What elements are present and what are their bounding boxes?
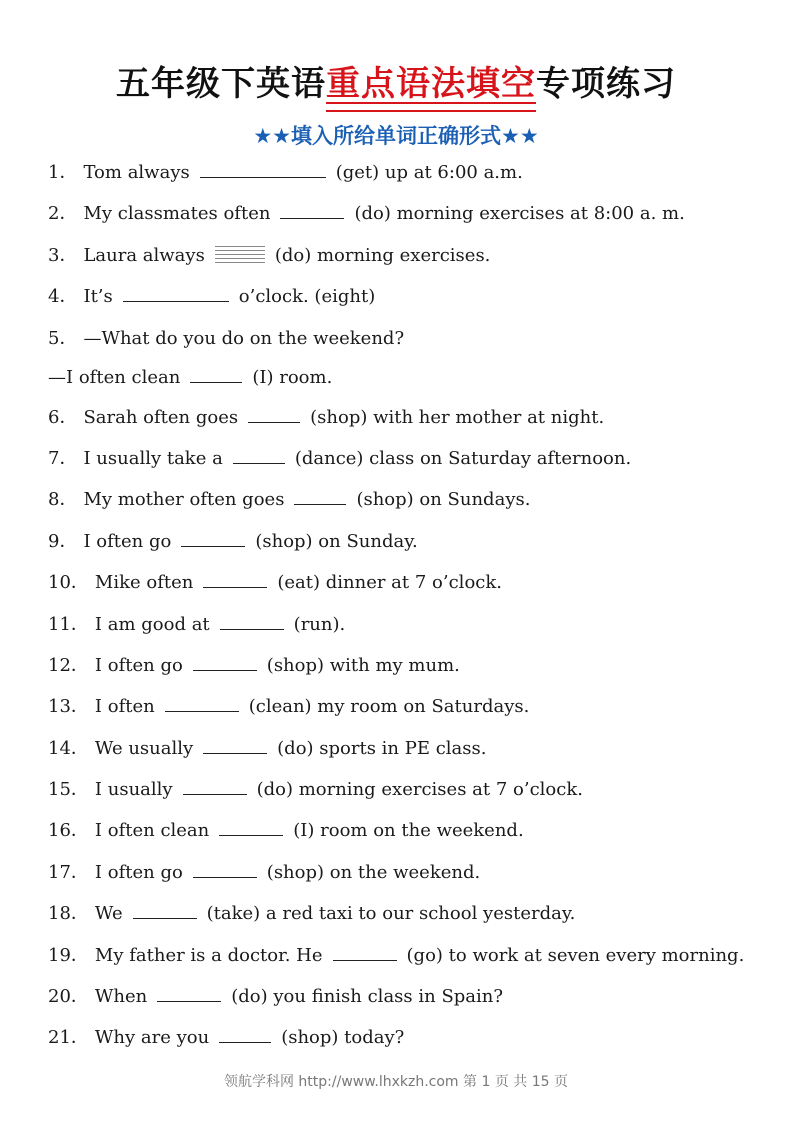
answer-blank[interactable] — [219, 1024, 271, 1043]
question-text-before: Laura always — [83, 244, 205, 266]
question-number: 4． — [48, 286, 78, 308]
question-text-after: (take) a red taxi to our school yesterday. — [206, 903, 576, 925]
question-number: 2． — [48, 203, 78, 225]
answer-blank[interactable] — [203, 735, 267, 754]
answer-blank[interactable] — [133, 900, 197, 919]
question-number: 6． — [48, 406, 78, 428]
question-text-before: I am good at — [94, 613, 210, 635]
question-text-after: (do) morning exercises at 7 o’clock. — [256, 779, 583, 801]
question-text-before: Sarah often goes — [83, 406, 239, 428]
answer-blank[interactable] — [200, 159, 326, 178]
question-text-after: (shop) today? — [281, 1027, 405, 1049]
question-text-after: (do) you finish class in Spain? — [231, 986, 504, 1008]
question-text-after: (do) morning exercises. — [274, 244, 491, 266]
question-text-after: (eat) dinner at 7 o’clock. — [277, 572, 502, 594]
question-text-before: My mother often goes — [83, 489, 285, 511]
question-number: 13． — [48, 696, 89, 718]
answer-blank[interactable] — [333, 942, 397, 961]
question-text-before: I usually take a — [83, 447, 223, 469]
question-text-before: I often go — [94, 654, 183, 676]
question-text-after: (get) up at 6:00 a.m. — [335, 162, 523, 183]
question-7 — [48, 442, 768, 483]
question-4 — [48, 280, 768, 321]
question-2 — [48, 197, 768, 238]
question-6 — [48, 401, 768, 442]
question-20 — [48, 980, 768, 1021]
question-text-after: (go) to work at seven every morning. — [406, 944, 745, 966]
question-text-before: Tom always — [83, 162, 190, 183]
question-9 — [48, 525, 768, 566]
question-text-before: It’s — [83, 286, 113, 308]
question-text-before: Mike often — [94, 572, 194, 594]
question-number: 3． — [48, 244, 78, 266]
question-text-after: (I) room on the weekend. — [293, 820, 524, 842]
question-text-after: (dance) class on Saturday afternoon. — [294, 447, 632, 469]
question-number: 7． — [48, 447, 78, 469]
question-10 — [48, 566, 768, 607]
question-text-before: My classmates often — [83, 203, 271, 225]
question-number: 19． — [48, 944, 89, 966]
question-number: 5． — [48, 327, 78, 349]
answer-blank[interactable] — [157, 983, 221, 1002]
question-text-before: I often go — [83, 530, 172, 552]
question-list — [48, 156, 768, 1063]
answer-blank[interactable] — [190, 364, 242, 383]
question-8 — [48, 483, 768, 524]
question-text-before: I usually — [94, 779, 173, 801]
answer-blank[interactable] — [233, 445, 285, 464]
question-text-before: I often — [94, 696, 155, 718]
answer-blank[interactable] — [294, 486, 346, 505]
question-number: 17． — [48, 861, 89, 883]
answer-blank[interactable] — [181, 528, 245, 547]
question-text-after: (do) sports in PE class. — [277, 737, 487, 759]
answer-blank[interactable] — [215, 243, 265, 263]
answer-blank[interactable] — [203, 569, 267, 588]
question-number: 12． — [48, 654, 89, 676]
answer-blank[interactable] — [123, 283, 229, 302]
answer-blank[interactable] — [183, 776, 247, 795]
question-number: 16． — [48, 820, 89, 842]
question-text-before: —What do you do on the weekend? — [83, 327, 405, 349]
question-text-after: (do) morning exercises at 8:00 a. m. — [354, 203, 685, 225]
question-text-before: I often go — [94, 861, 183, 883]
question-text-after: (clean) my room on Saturdays. — [248, 696, 530, 718]
question-11 — [48, 608, 768, 649]
title-part-1: 五年级下英语 — [116, 64, 326, 104]
question-text-before: —I often clean — [48, 367, 181, 389]
question-number: 15． — [48, 779, 89, 801]
question-text-before: We usually — [94, 737, 194, 759]
page-title — [0, 56, 792, 105]
question-17 — [48, 856, 768, 897]
question-3 — [48, 239, 768, 280]
page-footer: 领航学科网 http://www.lhxkzh.com 第 1 页 共 15 页 — [223, 1074, 568, 1090]
question-18 — [48, 897, 768, 938]
answer-blank[interactable] — [248, 404, 300, 423]
answer-blank[interactable] — [220, 611, 284, 630]
question-text-after: (shop) with my mum. — [266, 654, 460, 676]
question-text-after: (shop) with her mother at night. — [310, 406, 605, 428]
question-5-answer-line — [48, 361, 768, 401]
title-highlight: 重点语法填空 — [326, 56, 536, 105]
question-13 — [48, 690, 768, 731]
question-number: 8． — [48, 489, 78, 511]
question-5 — [48, 322, 768, 362]
question-15 — [48, 773, 768, 814]
page-subtitle: ★★填入所给单词正确形式★★ — [253, 124, 539, 148]
question-text-before: Why are you — [94, 1027, 210, 1049]
question-number: 20． — [48, 986, 89, 1008]
question-text-before: My father is a doctor. He — [94, 944, 323, 966]
question-text-after: o’clock. (eight) — [238, 286, 376, 308]
question-text-after: (run). — [293, 613, 346, 635]
title-part-2: 专项练习 — [536, 64, 676, 104]
question-text-after: (shop) on the weekend. — [266, 861, 481, 883]
question-text-before: I often clean — [94, 820, 210, 842]
question-number: 14． — [48, 737, 89, 759]
question-text-after: (I) room. — [252, 367, 333, 389]
question-text-after: (shop) on Sundays. — [356, 489, 531, 511]
question-text-after: (shop) on Sunday. — [255, 530, 418, 552]
question-1 — [48, 156, 768, 197]
question-number: 11． — [48, 613, 89, 635]
question-number: 1． — [48, 162, 78, 183]
question-number: 10． — [48, 572, 89, 594]
question-21 — [48, 1021, 768, 1062]
question-number: 18． — [48, 903, 89, 925]
question-12 — [48, 649, 768, 690]
question-19 — [48, 939, 768, 980]
question-16 — [48, 814, 768, 855]
answer-blank[interactable] — [193, 652, 257, 671]
question-text-before: When — [94, 986, 148, 1008]
question-text-before: We — [94, 903, 123, 925]
question-14 — [48, 732, 768, 773]
question-number: 21． — [48, 1027, 89, 1049]
answer-blank[interactable] — [193, 859, 257, 878]
answer-blank[interactable] — [280, 200, 344, 219]
answer-blank[interactable] — [219, 817, 283, 836]
answer-blank[interactable] — [165, 693, 239, 712]
question-number: 9． — [48, 530, 78, 552]
